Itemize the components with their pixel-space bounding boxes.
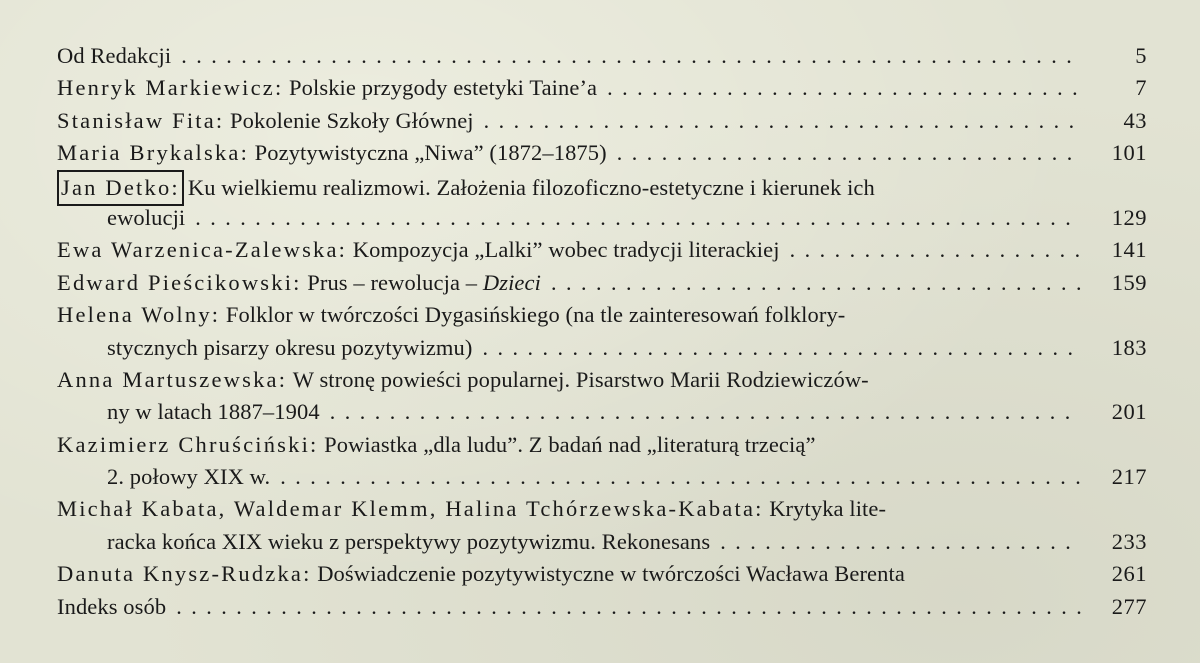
toc-entry[interactable] <box>57 364 1147 429</box>
toc-line-continued <box>57 396 1147 428</box>
page-number: 5 <box>1135 43 1147 68</box>
page-number: 217 <box>1111 464 1147 490</box>
page-number: 277 <box>1111 593 1147 619</box>
toc-line <box>57 558 1147 590</box>
page-number: 201 <box>1111 399 1147 425</box>
entry-author: Danuta Knysz-Rudzka: <box>57 561 312 587</box>
dot-leader <box>195 202 1081 234</box>
toc-line-continued <box>57 526 1147 558</box>
toc-line <box>57 267 1147 299</box>
toc-line <box>57 137 1147 169</box>
entry-title: Folklor w twórczości Dygasińskiego (na tle zainteresowań folklory- <box>225 302 846 328</box>
entry-author: Henryk Markiewicz: <box>57 75 284 101</box>
entry-title-italic: Dzieci <box>482 269 541 295</box>
toc-line-continued <box>57 461 1147 493</box>
entry-title-continued: ny w latach 1887–1904 <box>107 399 320 425</box>
page-number: 233 <box>1111 528 1147 554</box>
toc-line <box>57 364 1147 396</box>
toc-line <box>57 170 1147 202</box>
toc-line <box>57 429 1147 461</box>
entry-title-continued: racka końca XIX wieku z perspektywy pozytywizmu. Rekonesans <box>107 528 711 554</box>
dot-leader <box>617 137 1081 169</box>
dot-leader <box>176 591 1081 623</box>
toc-entry[interactable] <box>57 105 1147 137</box>
dot-leader <box>484 105 1081 137</box>
toc-entry[interactable] <box>57 170 1147 235</box>
toc-entry[interactable] <box>57 493 1147 558</box>
entry-title: Pokolenie Szkoły Głównej <box>230 107 474 133</box>
entry-title: W stronę powieści popularnej. Pisarstwo Marii Rodziewiczów- <box>292 366 869 392</box>
toc-entry[interactable] <box>57 591 1147 623</box>
entry-author: Michał Kabata, Waldemar Klemm, Halina Tchórzewska-Kabata: <box>57 496 764 522</box>
entry-author: Stanisław Fita: <box>57 107 225 133</box>
dot-leader <box>607 72 1081 104</box>
entry-title <box>307 267 541 299</box>
entry-title: Od Redakcji <box>57 43 172 68</box>
dot-leader <box>720 526 1081 558</box>
toc-entry[interactable] <box>57 234 1147 266</box>
page-number: 7 <box>1135 75 1147 101</box>
toc-entry[interactable] <box>57 429 1147 494</box>
toc-line <box>57 299 1147 331</box>
page-number: 43 <box>1123 107 1147 133</box>
entry-author: Helena Wolny: <box>57 302 221 328</box>
page-number: 261 <box>1111 561 1147 587</box>
toc-entry[interactable] <box>57 267 1147 299</box>
entry-title: Pozytywistyczna „Niwa” (1872–1875) <box>254 140 607 166</box>
entry-title-continued: ewolucji <box>107 204 186 230</box>
entry-title-continued: 2. połowy XIX w. <box>107 464 271 490</box>
toc-line <box>57 234 1147 266</box>
dot-leader <box>482 332 1081 364</box>
toc-line <box>57 493 1147 525</box>
entry-title: Powiastka „dla ludu”. Z badań nad „literaturą trzecią” <box>324 431 816 457</box>
entry-title: Ku wielkiemu realizmowi. Założenia filozoficzno-estetyczne i kierunek ich <box>187 174 875 200</box>
toc-line <box>57 591 1147 623</box>
page-number: 129 <box>1111 204 1147 230</box>
toc-entry[interactable] <box>57 299 1147 364</box>
entry-title: Krytyka lite- <box>769 496 887 522</box>
table-of-contents <box>57 40 1147 623</box>
toc-line-continued <box>57 332 1147 364</box>
toc-entry[interactable] <box>57 72 1147 104</box>
dot-leader <box>790 234 1081 266</box>
entry-title: Kompozycja „Lalki” wobec tradycji literackiej <box>352 237 780 263</box>
entry-title: Doświadczenie pozytywistyczne w twórczości Wacława Berenta <box>317 561 905 587</box>
page-number: 159 <box>1111 269 1147 295</box>
entry-title-text: Prus – rewolucja – <box>307 269 483 295</box>
entry-title-continued: stycznych pisarzy okresu pozytywizmu) <box>107 334 473 360</box>
entry-author: Kazimierz Chruściński: <box>57 431 319 457</box>
toc-entry[interactable] <box>57 40 1147 72</box>
toc-entry[interactable] <box>57 137 1147 169</box>
toc-line-continued <box>57 202 1147 234</box>
dot-leader <box>181 40 1081 72</box>
entry-author: Ewa Warzenica-Zalewska: <box>57 237 348 263</box>
entry-title: Polskie przygody estetyki Taine’a <box>289 75 598 101</box>
toc-line <box>57 72 1147 104</box>
entry-author: Anna Martuszewska: <box>57 366 288 392</box>
dot-leader <box>330 396 1081 428</box>
page-number: 141 <box>1111 237 1147 263</box>
toc-line <box>57 105 1147 137</box>
page-number: 183 <box>1111 334 1147 360</box>
dot-leader <box>280 461 1081 493</box>
page-number: 101 <box>1111 140 1147 166</box>
entry-title: Indeks osób <box>57 593 167 619</box>
toc-line <box>57 40 1147 72</box>
entry-author-highlighted: Jan Detko: <box>57 170 184 206</box>
toc-entry[interactable] <box>57 558 1147 590</box>
entry-author: Maria Brykalska: <box>57 140 250 166</box>
entry-author: Edward Pieścikowski: <box>57 269 302 295</box>
dot-leader <box>551 267 1081 299</box>
